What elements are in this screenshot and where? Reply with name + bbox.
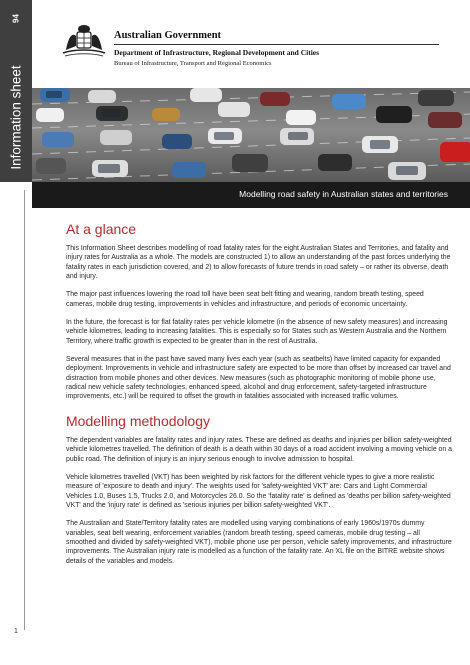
traffic-illustration [32,88,470,182]
paragraph: The major past influences lowering the road toll have been seat belt fitting and wearing, random breath testing, speed cameras, mobile drug testing, improvements in vehicles and infrastructure, and periods of economic uncertainty. [66,291,424,308]
bureau-name: Bureau of Infrastructure, Transport and Regional Economics [114,60,272,67]
paragraph: The dependent variables are fatality rates and injury rates. These are defined as deaths and injuries per billion safety-weighted vehicle kilometres travelled. The definition of death is a death within 30 days of a road accident involving a moving vehicle on a public road. The definition of injury is an injury serious enough to involve admission to hospital. [66,436,452,463]
paragraph: Vehicle kilometres travelled (VKT) has been weighted by risk factors for the different vehicle types to give a more realistic measure of 'exposure to death and injury'. The weights used for 'safety-weighted VKT' are: Cars and Light Commercial Vehicles 1.0, Buses 1.5, Trucks 2.0, and Motorcycles 26.0. So the 'fatality rate' is defined as 'deaths per billion safety-weighted VKT' and the 'injury rate' is defined as 'serious injuries per billion safety-weighted VKT'. [66,473,451,509]
government-title: Australian Government [114,30,222,41]
header-rule [114,44,439,45]
sidebar [0,0,32,665]
sidebar-rule [24,190,25,630]
section-heading-modelling-methodology: Modelling methodology [66,412,210,429]
paragraph: Several measures that in the past have saved many lives each year (such as seatbelts) have limited capacity for expanded deployment. Improvements in vehicle and infrastructure safety are expected to be more than offset by increased car travel and distraction from mobile phones and other devices. New measures (such as photographic monitoring of mobile phone use, radical new vehicle safety technologies, enhanced speed, alcohol and drug enforcement, safety-targeted infrastructure improvements, etc.) will be required to offset the growth in fatalities associated with increased traffic volumes. [66,356,451,401]
document-title: Modelling road safety in Australian states and territories [239,189,448,199]
coat-of-arms-icon [60,20,108,58]
department-name: Department of Infrastructure, Regional Development and Cities [114,48,320,57]
main-content [66,220,452,566]
traffic-photo [32,88,470,182]
title-band [32,182,470,208]
header [32,0,470,88]
paragraph: In the future, the forecast is for flat fatality rates per vehicle kilometre (in the absence of new safety measures) and increasing vehicle kilometres, leading to increasing fatalities. This is especially so for States such as Western Australia and the Northern Territory, where traffic growth is expected to be greater than in the rest of Australia. [66,319,448,345]
sheet-number: 94 [11,14,21,23]
section-heading-at-a-glance: At a glance [66,221,137,237]
sidebar-band [0,0,32,182]
sheet-type-label: Information sheet [8,65,24,170]
paragraph: This Information Sheet describes modelling of road fatality rates for the eight Australian States and Territories, and fatality and injury rates for Australia as a whole. The models are constructed 1) to allow an understanding of the past forces underlying the fatality rates in each jurisdiction covered, and 2) to allow forecasts of future trends in road safety – or rather its obverse, death and injury. [66,245,451,281]
paragraph: The Australian and State/Territory fatality rates are modelled using varying combinations of early 1960s/1970s dummy variables, seat belt wearing, enforcement variables (random breath testing, speed cameras, mobile drug testing – all smoothed and divided by safety-weighted VKT), mobile phone use per person, vehicle safety improvements, and infrastructure improvements. The Australian injury rate is modelled as a function of the fatality rate. An XL file on the BITRE website shows details of the variables and models. [66,520,452,565]
page-number: 1 [14,628,18,635]
